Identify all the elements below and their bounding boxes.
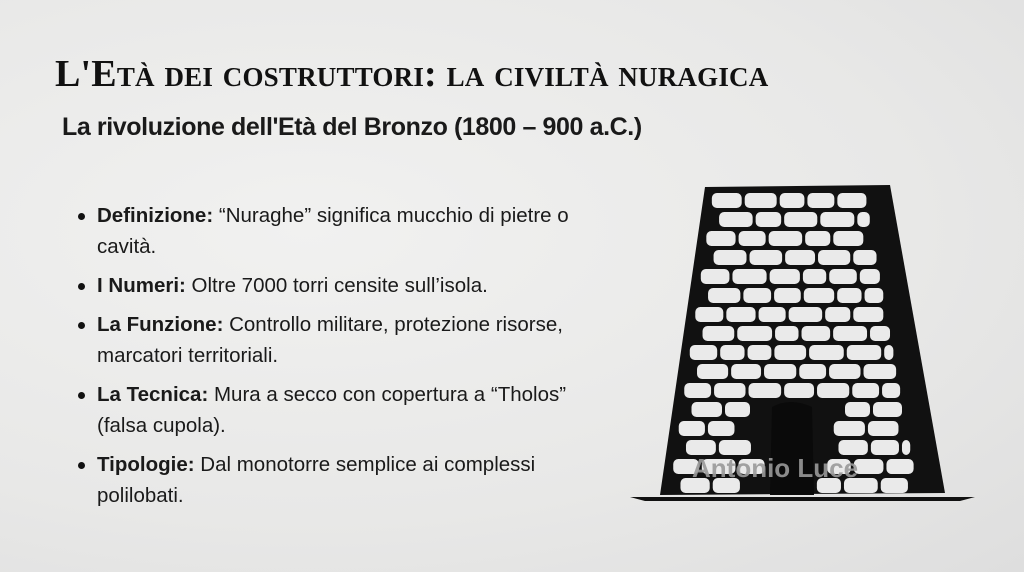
stone [834,421,865,436]
stone [750,250,783,265]
stone [860,269,880,284]
stone [774,288,801,303]
stone [745,193,777,208]
bullet-text: Mura a secco con copertura a “Tholos” (falsa cupola). [97,383,567,437]
stone [719,212,753,227]
stone [837,193,866,208]
stone [726,307,755,322]
stone [807,193,834,208]
stone [756,212,782,227]
stone [697,364,728,379]
stone [708,421,735,436]
stone [784,212,817,227]
stone [852,383,879,398]
stone [780,193,805,208]
stone [865,288,884,303]
stone [770,269,800,284]
stone [902,440,910,455]
stone [737,326,772,341]
stone [769,231,803,246]
stone [829,364,860,379]
stone [833,231,863,246]
stone [739,231,766,246]
stone [712,193,742,208]
stone [870,326,890,341]
stone [701,269,730,284]
bullet-tipologie [75,449,595,511]
stone [695,307,723,322]
bullet-list [75,200,595,519]
stone [845,402,870,417]
bullet-text: Controllo militare, protezione risorse, marcatori territoriali. [97,313,563,367]
stone [886,459,913,474]
watermark: Antonio Luce [692,453,859,483]
stone [789,307,823,322]
bullet-text: “Nuraghe” significa mucchio di pietre o cavità. [97,204,569,258]
stone [857,212,869,227]
stone [868,421,899,436]
stone [803,269,826,284]
stone [684,383,711,398]
stone [804,288,834,303]
stone [785,250,815,265]
stone [882,383,900,398]
stone [809,345,844,360]
stone [837,288,861,303]
stone [825,307,850,322]
stone [732,269,766,284]
bullet-term: Definizione: [97,204,214,227]
stone [748,345,772,360]
stone [708,288,740,303]
stone [829,269,857,284]
stone [847,345,881,360]
bullet-funzione [75,309,595,371]
stone [743,288,771,303]
stone [853,307,883,322]
stone [881,478,908,493]
bullet-tecnica [75,379,595,441]
stone [774,345,806,360]
bullet-term: I Numeri: [97,274,186,297]
stone [692,402,723,417]
stone [884,345,893,360]
stone [805,231,830,246]
stone [802,326,831,341]
bullet-definizione [75,200,595,262]
stone [749,383,782,398]
bullet-numeri [75,270,595,301]
stone [720,345,744,360]
stone [853,250,876,265]
slide-title: L'Età dei costruttori: la civiltà nuragica [55,53,769,95]
stone [690,345,717,360]
bullet-term: La Funzione: [97,313,224,336]
bullet-term: La Tecnica: [97,383,209,406]
stone [784,383,814,398]
bullet-text: Oltre 7000 torri censite sull’isola. [185,274,488,297]
stone [854,459,884,474]
stone [775,326,798,341]
stone [873,402,902,417]
stone [764,364,796,379]
stone [731,364,761,379]
stone [820,212,854,227]
stone [714,250,747,265]
slide-subtitle: La rivoluzione dell'Età del Bronzo (1800 – 900 a.C.) [62,113,642,141]
stone [818,250,850,265]
bullet-term: Tipologie: [97,453,195,476]
stone [799,364,826,379]
stone [679,421,705,436]
stone [706,231,735,246]
stone [714,383,745,398]
stone [725,402,750,417]
stone [703,326,735,341]
stone [759,307,786,322]
stone [817,383,849,398]
bullet-text: Dal monotorre semplice ai complessi polilobati. [97,453,536,507]
stone [833,326,867,341]
stone [864,364,897,379]
stone [871,440,899,455]
